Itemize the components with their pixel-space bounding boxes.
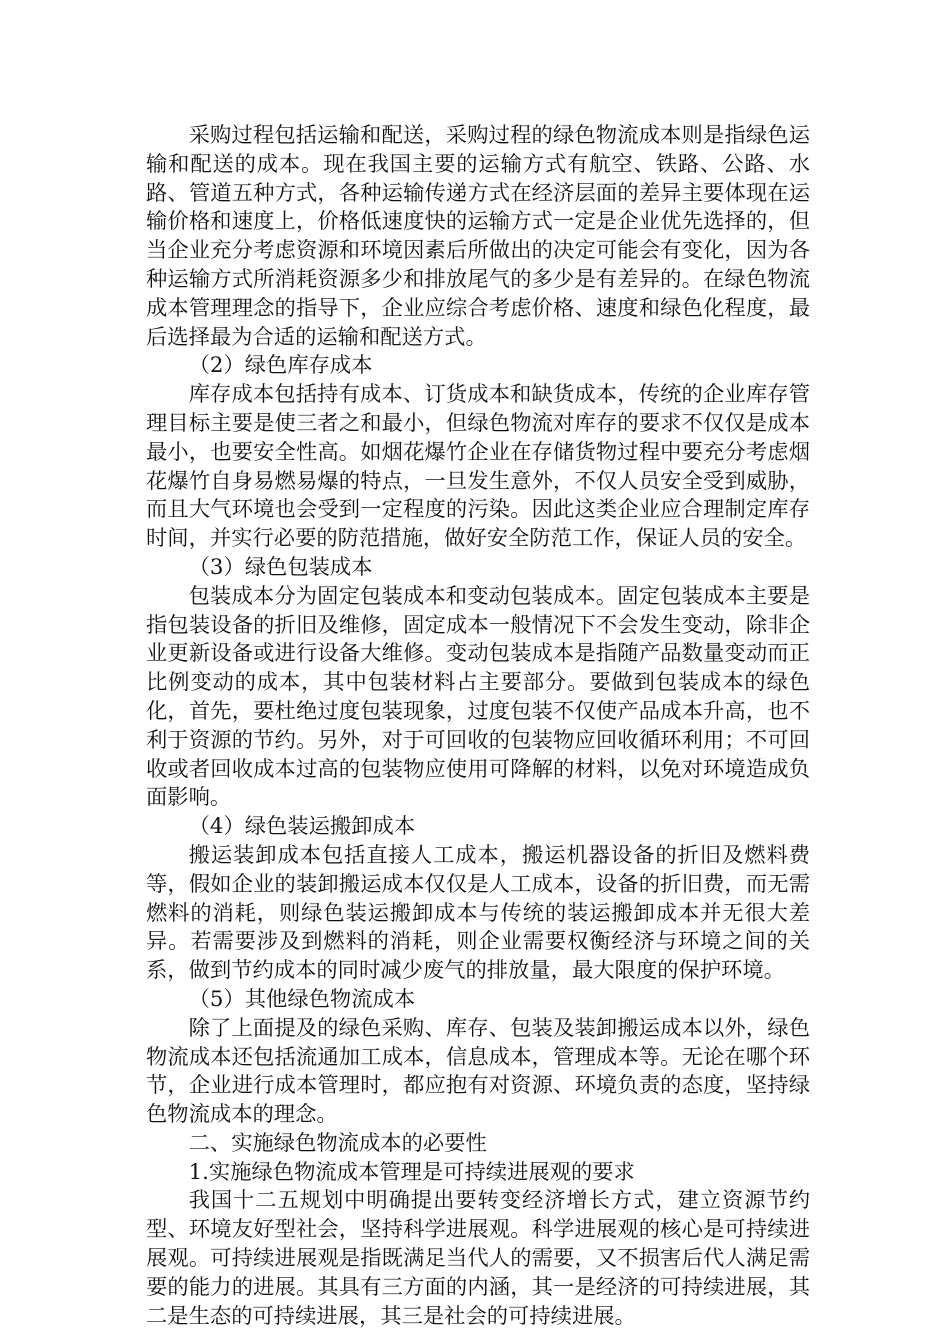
- paragraph-handling: 搬运装卸成本包括直接人工成本，搬运机器设备的折旧及燃料费等，假如企业的装卸搬运成本仅仅是人工成本，设备的折旧费，而无需燃料的消耗，则绿色装运搬卸成本与传统的装运搬卸成本并无很大差异。若需要涉及到燃料的消耗，则企业需要权衡经济与环境之间的关系，做到节约成本的同时减少废气的排放量，最大限度的保护环境。: [146, 842, 810, 984]
- heading-section-two: 二、实施绿色物流成本的必要性: [188, 1130, 487, 1156]
- heading-inventory-cost: （2）绿色库存成本: [188, 353, 373, 379]
- paragraph-procurement: 采购过程包括运输和配送，采购过程的绿色物流成本则是指绿色运输和配送的成本。现在我国主要的运输方式有航空、铁路、公路、水路、管道五种方式，各种运输传递方式在经济层面的差异主要体现在运输价格和速度上，价格低速度快的运输方式一定是企业优先选择的，但当企业充分考虑资源和环境因素后所做出的决定可能会有变化，因为各种运输方式所消耗资源多少和排放尾气的多少是有差异的。在绿色物流成本管理理念的指导下，企业应综合考虑价格、速度和绿色化程度，最后选择最为合适的运输和配送方式。: [146, 123, 810, 350]
- heading-handling-cost: （4）绿色装运搬卸成本: [188, 814, 416, 840]
- heading-other-cost: （5）其他绿色物流成本: [188, 986, 416, 1012]
- heading-subsection-one: 1.实施绿色物流成本管理是可持续进展观的要求: [188, 1159, 635, 1185]
- document-body: [146, 122, 810, 1331]
- paragraph-other: 除了上面提及的绿色采购、库存、包装及装卸搬运成本以外，绿色物流成本还包括流通加工成本，信息成本，管理成本等。无论在哪个环节，企业进行成本管理时，都应抱有对资源、环境负责的态度，坚持绿色物流成本的理念。: [146, 1015, 810, 1128]
- paragraph-inventory: 库存成本包括持有成本、订货成本和缺货成本，传统的企业库存管理目标主要是使三者之和最小，但绿色物流对库存的要求不仅仅是成本最小，也要安全性高。如烟花爆竹企业在存储货物过程中要充分考虑烟花爆竹自身易燃易爆的特点，一旦发生意外，不仅人员安全受到威胁，而且大气环境也会受到一定程度的污染。因此这类企业应合理制定库存时间，并实行必要的防范措施，做好安全防范工作，保证人员的安全。: [146, 382, 810, 552]
- paragraph-sustainability: 我国十二五规划中明确提出要转变经济增长方式，建立资源节约型、环境友好型社会，坚持科学进展观。科学进展观的核心是可持续进展观。可持续进展观是指既满足当代人的需要，又不损害后代人满足需要的能力的进展。其具有三方面的内涵，其一是经济的可持续进展，其二是生态的可持续进展，其三是社会的可持续进展。: [146, 1188, 810, 1329]
- heading-packaging-cost: （3）绿色包装成本: [188, 554, 373, 580]
- paragraph-packaging: 包装成本分为固定包装成本和变动包装成本。固定包装成本主要是指包装设备的折旧及维修，固定成本一般情况下不会发生变动，除非企业更新设备或进行设备大维修。变动包装成本是指随产品数量变动而正比例变动的成本，其中包装材料占主要部分。要做到包装成本的绿色化，首先，要杜绝过度包装现象，过度包装不仅使产品成本升高，也不利于资源的节约。另外，对于可回收的包装物应回收循环利用；不可回收或者回收成本过高的包装物应使用可降解的材料，以免对环境造成负面影响。: [146, 583, 810, 811]
